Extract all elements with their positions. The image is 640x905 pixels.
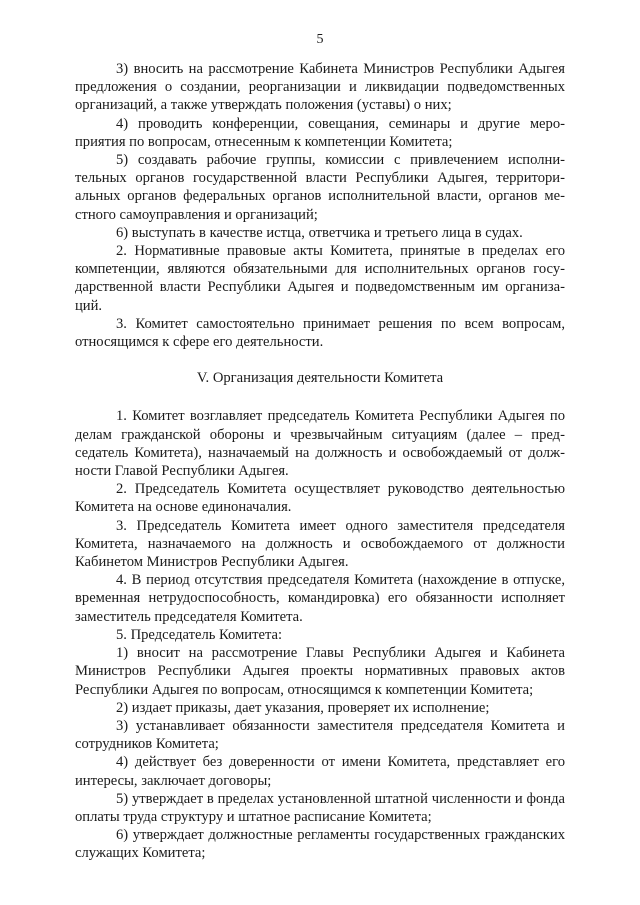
paragraph: 3. Председатель Комитета имеет одного заместителя председателя Комитета, назначаемого на должность и освобождаемого от должности Кабинетом Министров Республики Адыгея. [75,517,565,571]
section-heading: V. Организация деятельности Комитета [196,370,444,387]
paragraph: 4) проводить конференции, совещания, семинары и другие мероприятия по вопросам, отнесенным к компетенции Комитета; [75,115,565,150]
paragraph: 3. Комитет самостоятельно принимает решения по всем вопросам, относящимся к сфере его деятельности. [75,315,565,351]
paragraph: 1) вносит на рассмотрение Главы Республики Адыгея и Кабинета Министров Республики Адыгея проекты нормативных правовых актов Республики Адыгея по вопросам, относящимся к компетенции Комитета; [75,645,565,698]
paragraph: 2. Председатель Комитета осуществляет руководство деятельностью Комитета на основе единоначалия. [75,481,565,516]
page-number: 5 [316,32,324,47]
paragraph: 3) вносить на рассмотрение Кабинета Министров Республики Адыгея предложения о создании, реорганизации и ликвидации подведомственных организаций, а также утверждать положения (уставы) о них; [75,61,565,114]
paragraph: 5) утверждает в пределах установленной штатной численности и фонда оплаты труда структуру и штатное расписание Комитета; [75,790,565,825]
paragraph: 6) выступать в качестве истца, ответчика и третьего лица в судах. [116,224,523,241]
paragraph: 4. В период отсутствия председателя Комитета (нахождение в отпуске, временная нетрудоспособность, командировка) его обязанности исполняет заместитель председателя Комитета. [75,572,565,625]
paragraph: 5. Председатель Комитета: [116,626,283,643]
paragraph: 3) устанавливает обязанности заместителя председателя Комитета и сотрудников Комитета; [75,717,565,753]
paragraph: 4) действует без доверенности от имени Комитета, представляет его интересы, заключает договоры; [75,754,565,789]
paragraph: 2. Нормативные правовые акты Комитета, принятые в пределах его компетенции, являются обязательными для исполнительных органов государственной власти Республики Адыгея и подведомственным им организаций. [75,243,565,314]
document-body [75,60,565,863]
paragraph: 1. Комитет возглавляет председатель Комитета Республики Адыгея по делам гражданской обороны и чрезвычайным ситуациям (далее – председатель Комитета), назначаемый на должность и освобождаемый от должности Главой Республики Адыгея. [75,408,565,480]
paragraph: 2) издает приказы, дает указания, проверяет их исполнение; [116,699,490,716]
paragraph: 6) утверждает должностные регламенты государственных гражданских служащих Комитета; [75,827,565,862]
paragraph: 5) создавать рабочие группы, комиссии с привлечением исполнительных органов государственной власти Республики Адыгея, территориальных органов федеральных органов исполнительной власти, органов местного самоуправления и организаций; [75,152,565,223]
